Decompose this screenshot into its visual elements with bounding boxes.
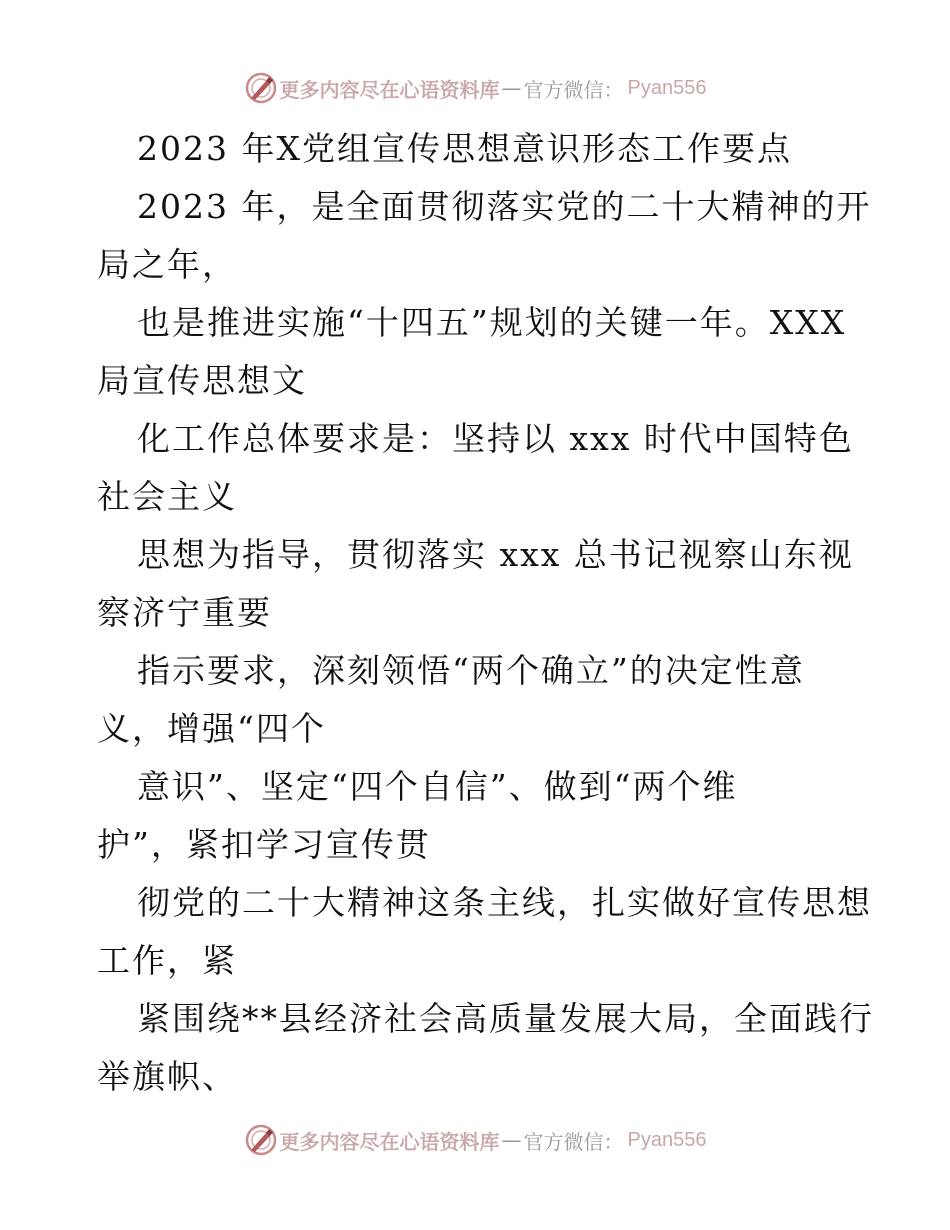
document-title-line: 2023 年X党组宣传思想意识形态工作要点 xyxy=(137,129,792,168)
paragraph-line: 察济宁重要 xyxy=(97,593,272,632)
watermark-contact-id: Pyan556 xyxy=(627,76,707,99)
footer-watermark-banner xyxy=(0,1120,950,1160)
paragraph-line: 义，增强“四个 xyxy=(97,709,326,748)
paragraph-line: 紧围绕**县经济社会高质量发展大局，全面践行 xyxy=(137,999,874,1038)
watermark-main-text: 更多内容尽在心语资料库 xyxy=(279,77,500,102)
paragraph-line: 彻党的二十大精神这条主线，扎实做好宣传思想 xyxy=(137,883,872,922)
paragraph-line: 2023 年，是全面贯彻落实党的二十大精神的开 xyxy=(137,187,872,226)
watermark-contact-id: Pyan556 xyxy=(627,1128,707,1151)
paragraph-line: 工作，紧 xyxy=(97,941,237,980)
watermark-main-text: 更多内容尽在心语资料库 xyxy=(279,1129,500,1154)
paragraph-line: 思想为指导，贯彻落实 xxx 总书记视察山东视 xyxy=(137,535,854,574)
paragraph-line: 意识”、坚定“四个自信”、做到“两个维 xyxy=(137,767,738,806)
watermark-dash: — xyxy=(501,76,522,100)
watermark-contact-label: 官方微信： xyxy=(523,1129,624,1154)
header-watermark-banner xyxy=(0,68,950,108)
paragraph-line: 局之年， xyxy=(97,245,237,284)
paragraph-line: 指示要求，深刻领悟“两个确立”的决定性意 xyxy=(137,651,805,690)
watermark-dash: — xyxy=(501,1128,522,1152)
pen-logo-icon xyxy=(244,1123,278,1157)
paragraph-line: 局宣传思想文 xyxy=(97,361,307,400)
paragraph-line: 也是推进实施“十四五”规划的关键一年。XXX xyxy=(137,303,847,342)
paragraph-line: 社会主义 xyxy=(97,477,237,516)
paragraph-line: 护”，紧扣学习宣传贯 xyxy=(97,825,431,864)
document-body xyxy=(97,120,874,1106)
paragraph-line: 化工作总体要求是：坚持以 xxx 时代中国特色 xyxy=(137,419,854,458)
paragraph-line: 举旗帜、 xyxy=(97,1057,237,1096)
pen-logo-icon xyxy=(244,71,278,105)
watermark-contact-label: 官方微信： xyxy=(523,77,624,102)
